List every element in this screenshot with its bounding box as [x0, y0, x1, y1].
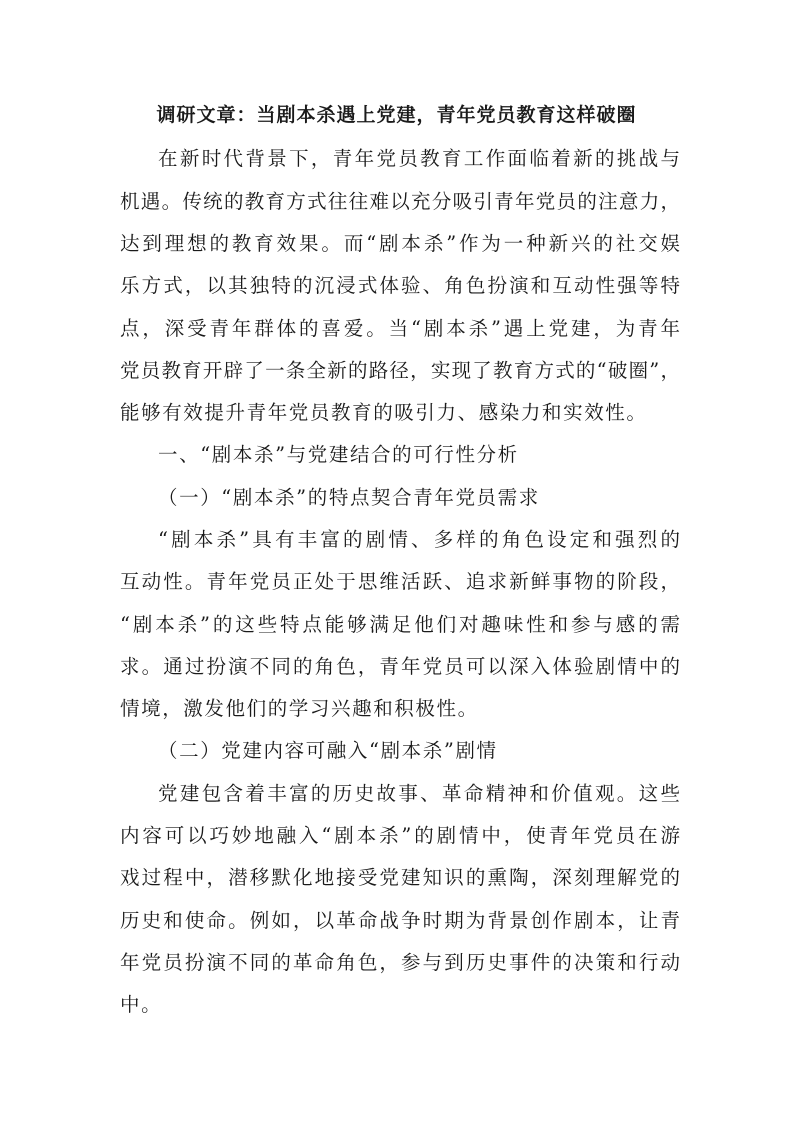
body-line: 互动性。青年党员正处于思维活跃、追求新鲜事物的阶段，: [120, 570, 680, 593]
body-line: 年党员扮演不同的革命角色，参与到历史事件的决策和行动: [120, 951, 680, 974]
intro-line: 点，深受青年群体的喜爱。当“剧本杀”遇上党建，为青年: [120, 317, 680, 340]
intro-line: 达到理想的教育效果。而“剧本杀”作为一种新兴的社交娱: [120, 232, 680, 255]
subsection-heading: （二）党建内容可融入“剧本杀”剧情: [158, 739, 498, 762]
body-line: “剧本杀”具有丰富的剧情、多样的角色设定和强烈的: [158, 528, 680, 551]
body-line: 内容可以巧妙地融入“剧本杀”的剧情中，使青年党员在游: [120, 824, 680, 847]
body-line: 情境，激发他们的学习兴趣和积极性。: [120, 697, 479, 720]
document-title: 调研文章：当剧本杀遇上党建，青年党员教育这样破圈: [156, 104, 637, 126]
intro-line: 能够有效提升青年党员教育的吸引力、感染力和实效性。: [120, 401, 648, 424]
body-line: “剧本杀”的这些特点能够满足他们对趣味性和参与感的需: [120, 613, 680, 636]
intro-line: 乐方式，以其独特的沉浸式体验、角色扮演和互动性强等特: [120, 274, 680, 297]
body-line: 中。: [120, 993, 163, 1016]
intro-line: 党员教育开辟了一条全新的路径，实现了教育方式的“破圈”，: [120, 359, 680, 382]
section-heading: 一、“剧本杀”与党建结合的可行性分析: [158, 443, 519, 466]
subsection-heading: （一）“剧本杀”的特点契合青年党员需求: [158, 486, 540, 509]
body-line: 历史和使命。例如，以革命战争时期为背景创作剧本，让青: [120, 909, 680, 932]
intro-line: 在新时代背景下，青年党员教育工作面临着新的挑战与: [158, 147, 680, 170]
intro-line: 机遇。传统的教育方式往往难以充分吸引青年党员的注意力，: [120, 190, 680, 213]
body-line: 戏过程中，潜移默化地接受党建知识的熏陶，深刻理解党的: [120, 866, 680, 889]
body-line: 党建包含着丰富的历史故事、革命精神和价值观。这些: [158, 782, 680, 805]
body-line: 求。通过扮演不同的角色，青年党员可以深入体验剧情中的: [120, 655, 680, 678]
